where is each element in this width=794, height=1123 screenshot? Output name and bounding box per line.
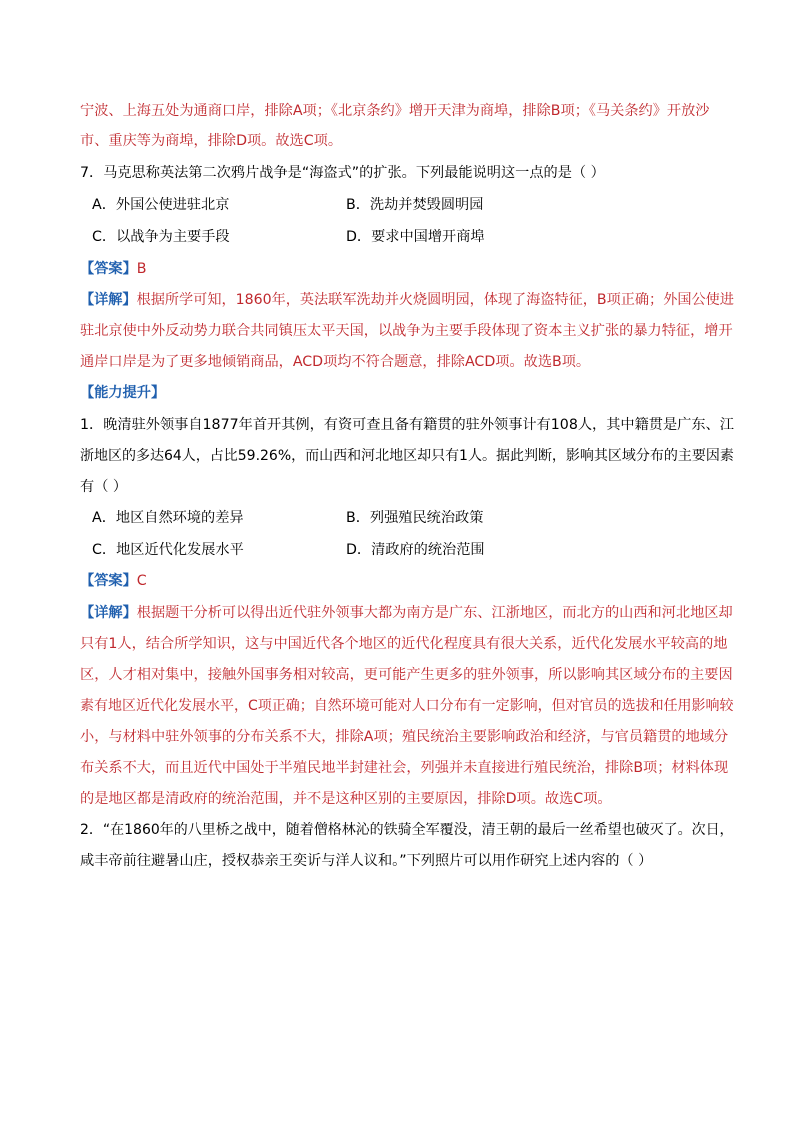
q1-option-a: A．地区自然环境的差异 bbox=[92, 510, 244, 526]
q7-answer bbox=[80, 259, 147, 279]
detail-text: 根据所学可知，1860年，英法联军洗劫并火烧圆明园，体现了海盗特征，B项正确；外国公使进 bbox=[136, 292, 734, 308]
q7-detail-line-1 bbox=[80, 290, 734, 310]
q1-option-b: B．列强殖民统治政策 bbox=[346, 510, 484, 526]
q1-stem-line-2: 浙地区的多达64人，占比59.26%，而山西和河北地区却只有1人。据此判断，影响其区域分布的主要因素 bbox=[80, 448, 734, 464]
q1-detail-line-5: 小，与材料中驻外领事的分布关系不大，排除A项；殖民统治主要影响政治和经济，与官员籍贯的地域分 bbox=[80, 729, 729, 745]
q1-answer bbox=[80, 571, 147, 591]
q1-detail-line-7: 的是地区都是清政府的统治范围，并不是这种区别的主要原因，排除D项。故选C项。 bbox=[80, 791, 612, 807]
detail-label: 【详解】 bbox=[80, 605, 137, 621]
q1-option-d: D．清政府的统治范围 bbox=[346, 542, 485, 558]
q1-stem-line-3: 有（ ） bbox=[80, 479, 128, 495]
answer-value: C bbox=[136, 573, 147, 589]
q1-stem-line-1: 1．晚清驻外领事自1877年首开其例，有资可查且备有籍贯的驻外领事计有108人，其中籍贯是广东、江 bbox=[80, 417, 734, 433]
detail-label: 【详解】 bbox=[80, 292, 137, 308]
q1-detail-line-1 bbox=[80, 603, 733, 623]
q1-detail-line-3: 区，人才相对集中，接触外国事务相对较高，更可能产生更多的驻外领事，所以影响其区域分布的主要因 bbox=[80, 667, 733, 683]
q2-stem-line-2: 咸丰帝前往避暑山庄，授权恭亲王奕䜣与洋人议和。”下列照片可以用作研究上述内容的（ ） bbox=[80, 853, 653, 869]
q1-detail-line-2: 只有1人，结合所学知识，这与中国近代各个地区的近代化程度具有很大关系，近代化发展水平较高的地 bbox=[80, 636, 728, 652]
q1-option-c: C．地区近代化发展水平 bbox=[92, 542, 244, 558]
prev-detail-line-1: 宁波、上海五处为通商口岸，排除A项；《北京条约》增开天津为商埠，排除B项；《马关条约》开放沙 bbox=[80, 103, 710, 119]
q7-option-c: C．以战争为主要手段 bbox=[92, 229, 230, 245]
section-title: 【能力提升】 bbox=[80, 385, 166, 401]
q1-detail-line-4: 素有地区近代化发展水平，C项正确；自然环境可能对人口分布有一定影响，但对官员的选拔和任用影响较 bbox=[80, 698, 734, 714]
q7-detail-line-3: 通岸口岸是为了更多地倾销商品，ACD项均不符合题意，排除ACD项。故选B项。 bbox=[80, 354, 591, 370]
q2-stem-line-1: 2．“在1860年的八里桥之战中，随着僧格林沁的铁骑全军覆没，清王朝的最后一丝希望也破灭了。次日， bbox=[80, 822, 734, 838]
answer-label: 【答案】 bbox=[80, 573, 137, 589]
q7-option-a: A．外国公使进驻北京 bbox=[92, 197, 230, 213]
detail-text: 根据题干分析可以得出近代驻外领事大都为南方是广东、江浙地区，而北方的山西和河北地区却 bbox=[136, 605, 733, 621]
q7-stem: 7．马克思称英法第二次鸦片战争是“海盗式”的扩张。下列最能说明这一点的是（ ） bbox=[80, 165, 605, 181]
q7-option-b: B．洗劫并焚毁圆明园 bbox=[346, 197, 484, 213]
q7-option-d: D．要求中国增开商埠 bbox=[346, 229, 485, 245]
answer-value: B bbox=[136, 261, 147, 277]
prev-detail-line-2: 市、重庆等为商埠，排除D项。故选C项。 bbox=[80, 133, 343, 149]
q1-detail-line-6: 布关系不大，而且近代中国处于半殖民地半封建社会，列强并未直接进行殖民统治，排除B项；材料体现 bbox=[80, 760, 729, 776]
q7-detail-line-2: 驻北京使中外反动势力联合共同镇压太平天国，以战争为主要手段体现了资本主义扩张的暴力特征，增开 bbox=[80, 323, 733, 339]
answer-label: 【答案】 bbox=[80, 261, 137, 277]
